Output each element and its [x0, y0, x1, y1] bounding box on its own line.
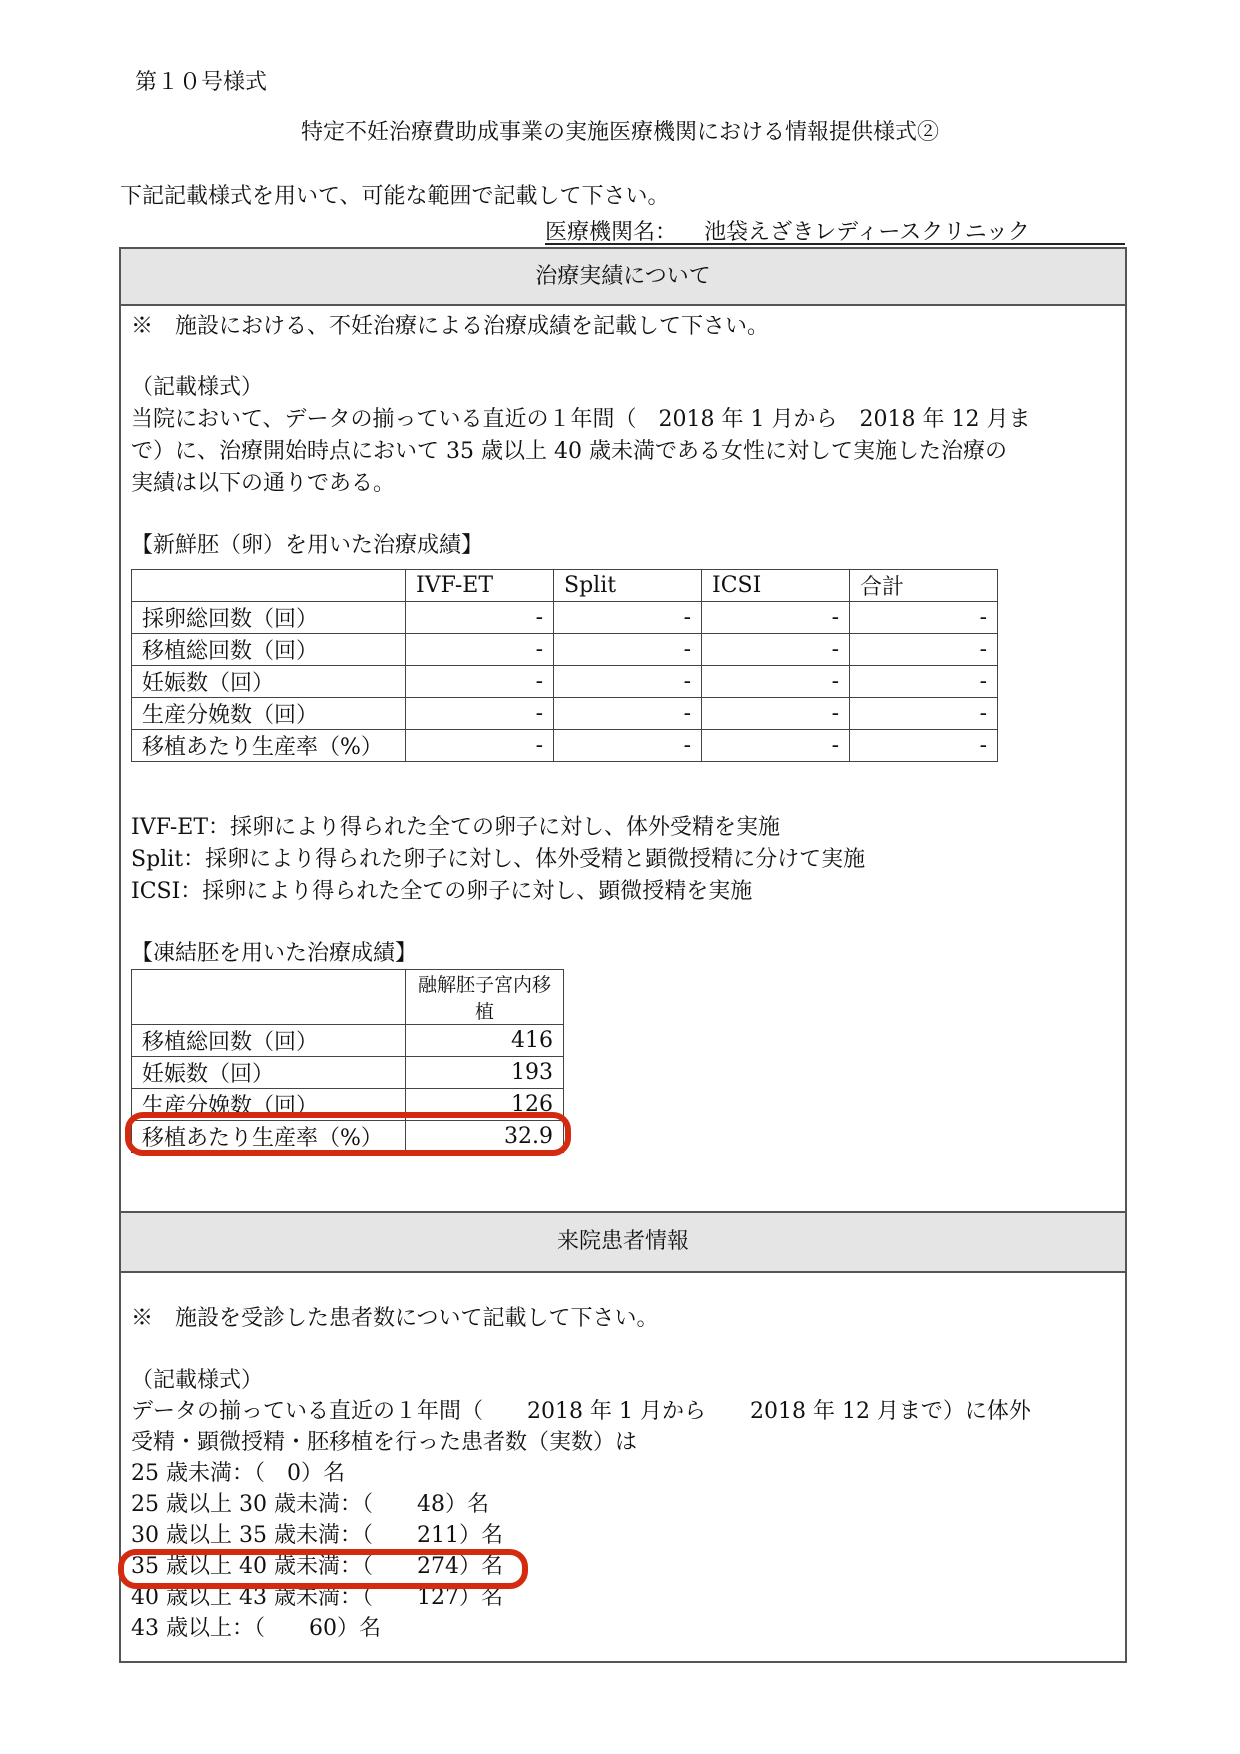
section2-paragraph-line: データの揃っている直近の１年間（ 2018 年 1 月から 2018 年 12 月まで）に体外	[131, 1399, 1031, 1424]
table-row	[132, 602, 998, 634]
fresh-table-title: 【新鮮胚（卵）を用いた治療成績】	[131, 533, 484, 558]
row-label: 移植総回数（回）	[132, 634, 406, 666]
definition-icsi: ICSI：採卵により得られた全ての卵子に対し、顕微授精を実施	[131, 879, 753, 904]
section2-format-label: （記載様式）	[131, 1368, 264, 1393]
table-header-cell: 合計	[850, 570, 998, 602]
row-label: 妊娠数（回）	[132, 666, 406, 698]
cell: -	[554, 730, 702, 762]
cell: -	[406, 698, 554, 730]
table-header-row	[132, 970, 564, 1025]
age-group-line: 30 歳以上 35 歳未満：（ 211）名	[131, 1523, 503, 1548]
table-row	[132, 730, 998, 762]
form-number: 第１０号様式	[135, 70, 268, 95]
institution-name: 池袋えざきレディースクリニック	[704, 220, 1030, 245]
cell: -	[554, 634, 702, 666]
section1-note: ※ 施設における、不妊治療による治療成績を記載して下さい。	[131, 314, 770, 339]
cell: -	[702, 698, 850, 730]
section1-paragraph-line: 実績は以下の通りである。	[131, 471, 396, 496]
section1-format-label: （記載様式）	[131, 375, 264, 400]
table-row	[132, 1057, 564, 1089]
table-row	[132, 698, 998, 730]
section-header-treatment: 治療実績について	[121, 247, 1125, 306]
row-label: 移植あたり生産率（%）	[132, 1121, 406, 1153]
cell: -	[702, 634, 850, 666]
row-label: 妊娠数（回）	[132, 1057, 406, 1089]
row-label: 移植総回数（回）	[132, 1025, 406, 1057]
table-header-cell: ICSI	[702, 570, 850, 602]
highlight-birth-rate	[125, 1112, 571, 1156]
definition-split: Split：採卵により得られた卵子に対し、体外受精と顕微授精に分けて実施	[131, 847, 866, 872]
cell: -	[702, 730, 850, 762]
cell: -	[702, 602, 850, 634]
cell: -	[554, 666, 702, 698]
cell: -	[850, 602, 998, 634]
highlight-age-35-40	[118, 1549, 528, 1589]
table-header-cell	[132, 570, 406, 602]
cell: -	[702, 666, 850, 698]
cell: -	[406, 634, 554, 666]
institution-label: 医療機関名：	[545, 220, 678, 245]
row-label: 移植あたり生産率（%）	[132, 730, 406, 762]
definition-ivf-et: IVF-ET：採卵により得られた全ての卵子に対し、体外受精を実施	[131, 815, 781, 840]
section1-paragraph-line: 当院において、データの揃っている直近の１年間（ 2018 年 1 月から 2018 年 12 月ま	[131, 407, 1031, 432]
document-title: 特定不妊治療費助成事業の実施医療機関における情報提供様式②	[300, 120, 939, 145]
table-row	[132, 1025, 564, 1057]
section2-note: ※ 施設を受診した患者数について記載して下さい。	[131, 1306, 659, 1331]
section2-paragraph-line: 受精・顕微授精・胚移植を行った患者数（実数）は	[131, 1430, 638, 1455]
section1-paragraph-line: で）に、治療開始時点において 35 歳以上 40 歳未満である女性に対して実施した治療の	[131, 439, 1007, 464]
institution-line	[545, 215, 1125, 245]
cell: -	[850, 730, 998, 762]
table-row	[132, 634, 998, 666]
cell: -	[554, 602, 702, 634]
cell: 126	[406, 1089, 564, 1121]
row-label: 採卵総回数（回）	[132, 602, 406, 634]
cell: -	[850, 666, 998, 698]
cell: -	[554, 698, 702, 730]
age-group-line: 25 歳未満：（ 0）名	[131, 1461, 345, 1486]
table-header-row	[132, 570, 998, 602]
table-header-cell: 融解胚子宮内移植	[406, 970, 564, 1025]
table-row	[132, 666, 998, 698]
cell: 193	[406, 1057, 564, 1089]
table-header-cell	[132, 970, 406, 1025]
frozen-table-title: 【凍結胚を用いた治療成績】	[131, 941, 418, 966]
cell: 416	[406, 1025, 564, 1057]
age-group-line: 40 歳以上 43 歳未満：（ 127）名	[131, 1585, 503, 1610]
age-group-line: 43 歳以上：（ 60）名	[131, 1616, 381, 1641]
fresh-embryo-table	[131, 569, 998, 762]
cell: -	[406, 666, 554, 698]
row-label: 生産分娩数（回）	[132, 1089, 406, 1121]
cell: -	[850, 698, 998, 730]
form-frame	[119, 247, 1127, 1663]
cell: -	[406, 602, 554, 634]
age-group-line: 35 歳以上 40 歳未満：（ 274）名	[131, 1554, 503, 1579]
section-header-patients: 来院患者情報	[121, 1211, 1125, 1273]
cell: -	[850, 634, 998, 666]
table-header-cell: Split	[554, 570, 702, 602]
table-header-cell: IVF-ET	[406, 570, 554, 602]
row-label: 生産分娩数（回）	[132, 698, 406, 730]
intro-text: 下記記載様式を用いて、可能な範囲で記載して下さい。	[120, 184, 670, 209]
cell: -	[406, 730, 554, 762]
cell: 32.9	[406, 1121, 564, 1153]
age-group-line: 25 歳以上 30 歳未満：（ 48）名	[131, 1492, 489, 1517]
